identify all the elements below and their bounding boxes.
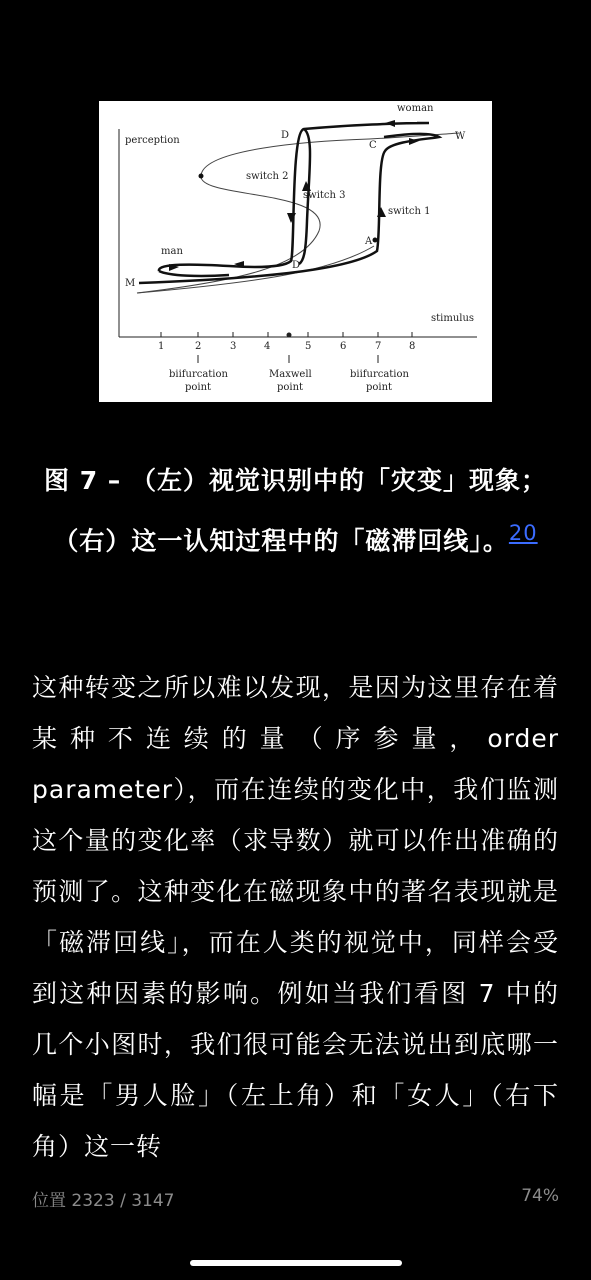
hysteresis-figure: [99, 101, 492, 402]
W-label: W: [455, 131, 466, 142]
tick-labels: [158, 341, 415, 352]
switch2-label: switch 2: [246, 171, 289, 182]
tick-label-8: 8: [409, 341, 416, 352]
maxwell-line2: point: [277, 382, 304, 393]
C-label: C: [369, 140, 377, 151]
woman-label: woman: [397, 103, 434, 114]
tick-label-6: 6: [340, 341, 347, 352]
progress-percent: 74%: [521, 1186, 559, 1206]
point-A: [373, 238, 378, 243]
location-indicator: 位置 2323 / 3147: [32, 1191, 175, 1211]
tick-label-7: 7: [375, 341, 382, 352]
arrow-down-switch2: [287, 213, 296, 223]
body-paragraph: 这种转变之所以难以发现，是因为这里存在着某种不连续的量（序参量，order parameter），而在连续的变化中，我们监测这个量的变化率（求导数）就可以作出准确的预测了。这种变化在磁现象中的著名表现就是「磁滞回线」，而在人类的视觉中，同样会受到这种因素的影响。例如当我们看图 7 中的几个小图时，我们很可能会无法说出到底哪一幅是「男人脸」（左上角）和「女人」（右下角）这一转: [32, 673, 559, 1161]
stimulus-label: stimulus: [431, 313, 475, 324]
caption-text: 图 7 – （左）视觉识别中的「灾变」现象；（右）这一认知过程中的「磁滞回线」。: [43, 466, 547, 556]
tick-label-1: 1: [158, 341, 165, 352]
home-indicator[interactable]: [190, 1260, 402, 1266]
bifurcation-left-line1: biifurcation: [169, 369, 228, 380]
tick-label-5: 5: [305, 341, 312, 352]
hysteresis-loop-upper: [159, 123, 429, 271]
switch3-label: switch 3: [303, 190, 346, 201]
arrow-left-top: [385, 120, 395, 127]
maxwell-point-dot: [287, 333, 292, 338]
switch1-label: switch 1: [388, 206, 431, 217]
D-bottom-label: D: [292, 260, 301, 271]
A-label: A: [365, 236, 373, 247]
maxwell-line1: Maxwell: [269, 369, 312, 380]
perception-label: perception: [125, 135, 180, 146]
hysteresis-man-end: [159, 271, 229, 276]
bifurcation-right-line1: biifurcation: [350, 369, 409, 380]
D-top-label: D: [281, 130, 290, 141]
turning-point-left: [199, 174, 204, 179]
bifurcation-left-line2: point: [185, 382, 212, 393]
tick-label-3: 3: [230, 341, 237, 352]
footnote-link[interactable]: 20: [508, 521, 538, 545]
man-label: man: [161, 246, 183, 257]
tick-label-4: 4: [264, 341, 271, 352]
figure-caption: [30, 455, 561, 567]
M-label: M: [125, 278, 136, 289]
hysteresis-diagram: [99, 101, 492, 402]
tick-label-2: 2: [195, 341, 202, 352]
bifurcation-right-line2: point: [366, 382, 393, 393]
